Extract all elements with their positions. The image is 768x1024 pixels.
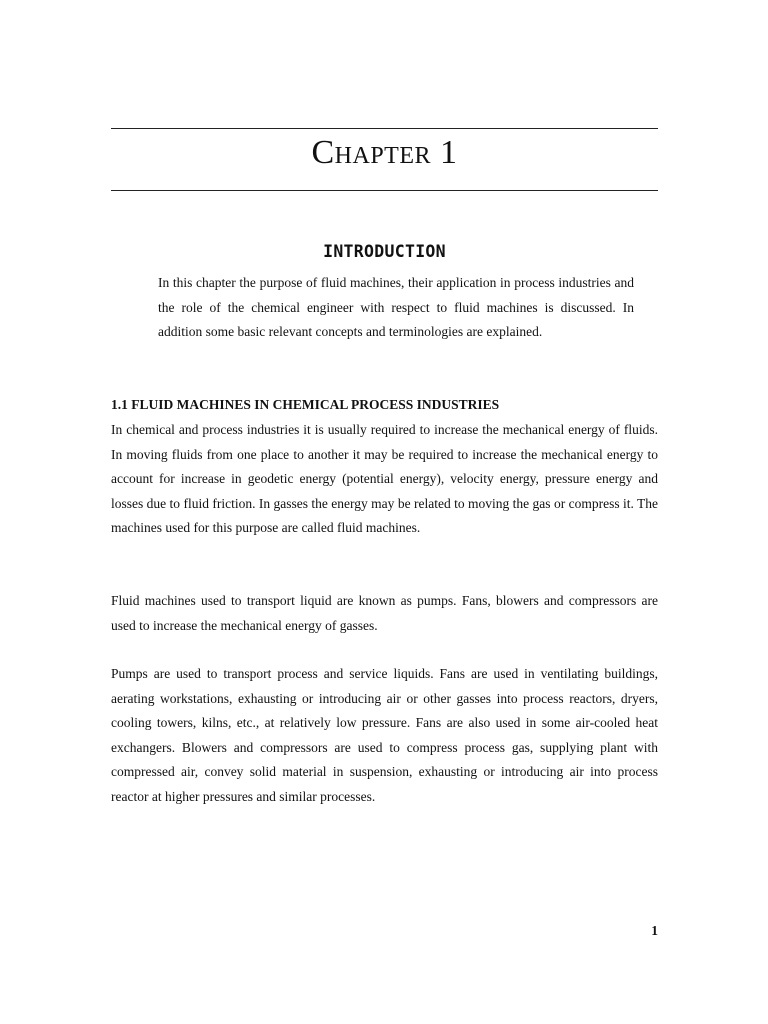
chapter-bottom-rule — [111, 190, 658, 191]
introduction-paragraph: In this chapter the purpose of fluid machines, their application in process industries and the role of the chemical engineer with respect to fluid machines is discussed. In addition some basic relevant concepts and terminologies are explained. — [158, 275, 634, 339]
body-paragraph-3: Pumps are used to transport process and service liquids. Fans are used in ventilating buildings, aerating workstations, exhausting or introducing air or other gasses into process reactors, dryers, cooling towers, kilns, etc., at relatively low pressure. Fans are also used in some air-cooled heat exchangers. Blowers and compressors are used to compress process gas, supplying plant with compressed air, convey solid material in suspension, exhausting or introducing air into process reactor at higher pressures and similar processes. — [111, 666, 658, 804]
page-number: 1 — [651, 923, 658, 938]
introduction-heading: INTRODUCTION — [323, 242, 446, 261]
chapter-top-rule — [111, 128, 658, 129]
body-paragraph-1: In chemical and process industries it is usually required to increase the mechanical energy of fluids. In moving fluids from one place to another it may be required to increase the mechanical energy to account for increase in geodetic energy (potential energy), velocity energy, pressure energy and losses due to fluid friction. In gasses the energy may be related to moving the gas or compress it. The machines used for this purpose are called fluid machines. — [111, 422, 658, 535]
chapter-title: Chapter 1 — [311, 134, 458, 171]
body-paragraph-2: Fluid machines used to transport liquid are known as pumps. Fans, blowers and compressors are used to increase the mechanical energy of gasses. — [111, 593, 658, 633]
section-heading: 1.1 FLUID MACHINES IN CHEMICAL PROCESS INDUSTRIES — [111, 397, 500, 412]
